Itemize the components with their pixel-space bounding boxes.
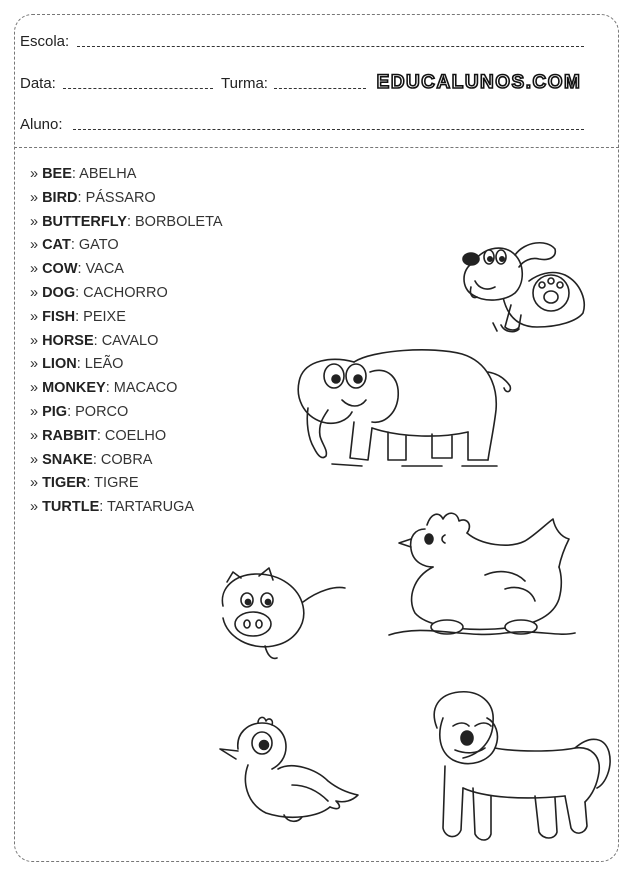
vocab-item: » LION: LEÃO — [30, 356, 124, 373]
vocab-item: » DOG: CACHORRO — [30, 284, 168, 301]
vocab-item: » MONKEY: MACACO — [30, 380, 178, 397]
logo-text: EDUCALUNOS.COM — [376, 72, 582, 93]
vocab-item: » BUTTERFLY: BORBOLETA — [30, 213, 223, 230]
vocab-item: » HORSE: CAVALO — [30, 332, 159, 349]
vocab-item: » BIRD: PÁSSARO — [30, 189, 156, 206]
turma-label: Turma: — [221, 75, 268, 92]
vocab-item: » CAT: GATO — [30, 237, 119, 254]
vocab-item: » SNAKE: COBRA — [30, 451, 153, 468]
hen-illustration — [385, 505, 580, 645]
horse-illustration — [415, 688, 615, 848]
bird-illustration — [212, 715, 362, 825]
data-field[interactable] — [63, 88, 213, 89]
data-label: Data: — [20, 75, 56, 92]
vocab-item: » RABBIT: COELHO — [30, 427, 167, 444]
vocab-item: » PIG: PORCO — [30, 403, 129, 420]
educalunos-logo — [372, 69, 587, 93]
header-divider — [14, 147, 619, 148]
vocab-item: » TIGER: TIGRE — [30, 475, 139, 492]
elephant-illustration — [292, 342, 517, 472]
vocab-item: » TURTLE: TARTARUGA — [30, 499, 195, 516]
vocab-item: » BEE: ABELHA — [30, 166, 137, 182]
dog-illustration — [455, 235, 595, 340]
vocabulary-list — [30, 163, 223, 520]
escola-field[interactable] — [77, 46, 584, 47]
vocab-item: » FISH: PEIXE — [30, 308, 126, 325]
pig-illustration — [215, 568, 350, 663]
escola-label: Escola: — [20, 33, 70, 50]
aluno-label: Aluno: — [20, 116, 63, 133]
aluno-field[interactable] — [73, 129, 584, 130]
vocab-item: » COW: VACA — [30, 261, 124, 278]
turma-field[interactable] — [274, 88, 366, 89]
